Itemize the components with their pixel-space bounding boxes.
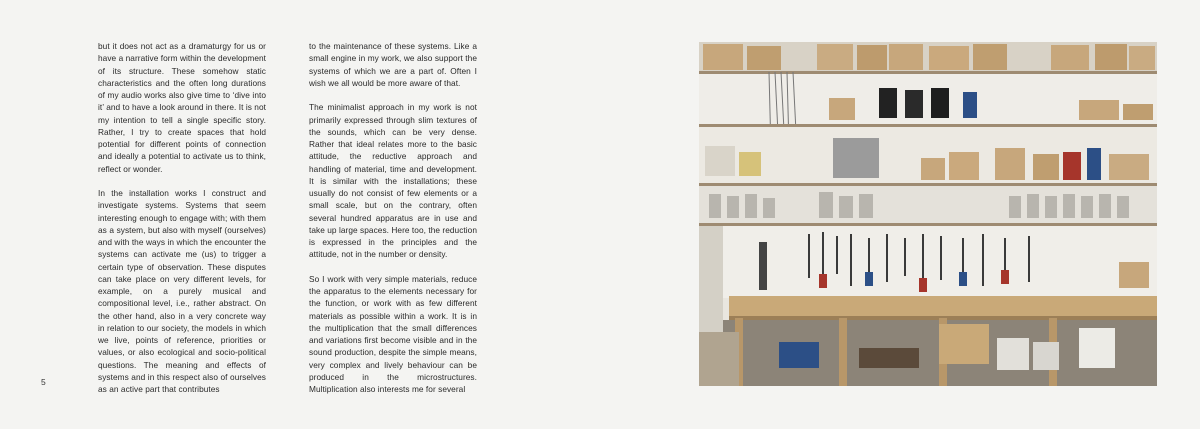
paragraph: The minimalist approach in my work is not primarily expressed through slim textures of the sounds, which can be very dense. Rather that ideal relates more to the basic attitude, the reductive approach and handling of material, time and development. It is similar with the installations; these usually do not consist of few elements or a small scale, but on the contrary, often several hundred apparatus are in use and take up large spaces. Here too, the reduction is expressed in the principles and the attitude, not in the number or density. [309, 102, 477, 260]
saw-icon [759, 242, 767, 290]
page-number: 5 [41, 377, 46, 387]
workbench-top [729, 296, 1157, 318]
paragraph: In the installation works I construct and investigate systems. Systems that seem interesting enough to engage with; with them as a system, but also with myself (ourselves) and with the ways in which the encounter the systems can activate me (us) to trigger a certain type of observation. These disputes can take place on very different levels, for example, on a purely musical and compositional level, i.e., rather abstract. On the other hand, also in a very concrete way in relation to our society, the models in which we live, points of reference, priorities or values, or also ecological and socio-political questions. The meaning and effects of systems and in this respect also of ourselves as an active part that contributes [98, 188, 266, 394]
workshop-photo [699, 42, 1157, 386]
text-column-left [98, 40, 266, 408]
paragraph: So I work with very simple materials, reduce the apparatus to the elements necessary for the function, or work with as few different materials as possible within a work. It is in the multiplication that the small differences and variations first become visible and in the sound production, despite the simple means, very complex and lively behaviour can be produced in the microstructures. Multiplication also interests me for several [309, 273, 477, 394]
paragraph: to the maintenance of these systems. Like a small engine in my work, we also support the systems of which we are a part of. Often I wish we all would be more aware of that. [309, 41, 477, 88]
cardboard-boxes-top [703, 44, 1155, 70]
text-column-right [309, 40, 477, 408]
workshop-illustration [699, 42, 1157, 386]
chair-icon [939, 324, 989, 364]
paragraph: but it does not act as a dramaturgy for us or have a narrative form within the development of its structure. These somehow static characteristics and the often long durations of my audio works also give time to ‘dive into it’ and to have a look around in there. It is not my intention to tell a single specific story. Rather, I try to create spaces that hold potential for different points of connection and ideally a potential to activate us to think, reflect or wonder. [98, 41, 266, 174]
